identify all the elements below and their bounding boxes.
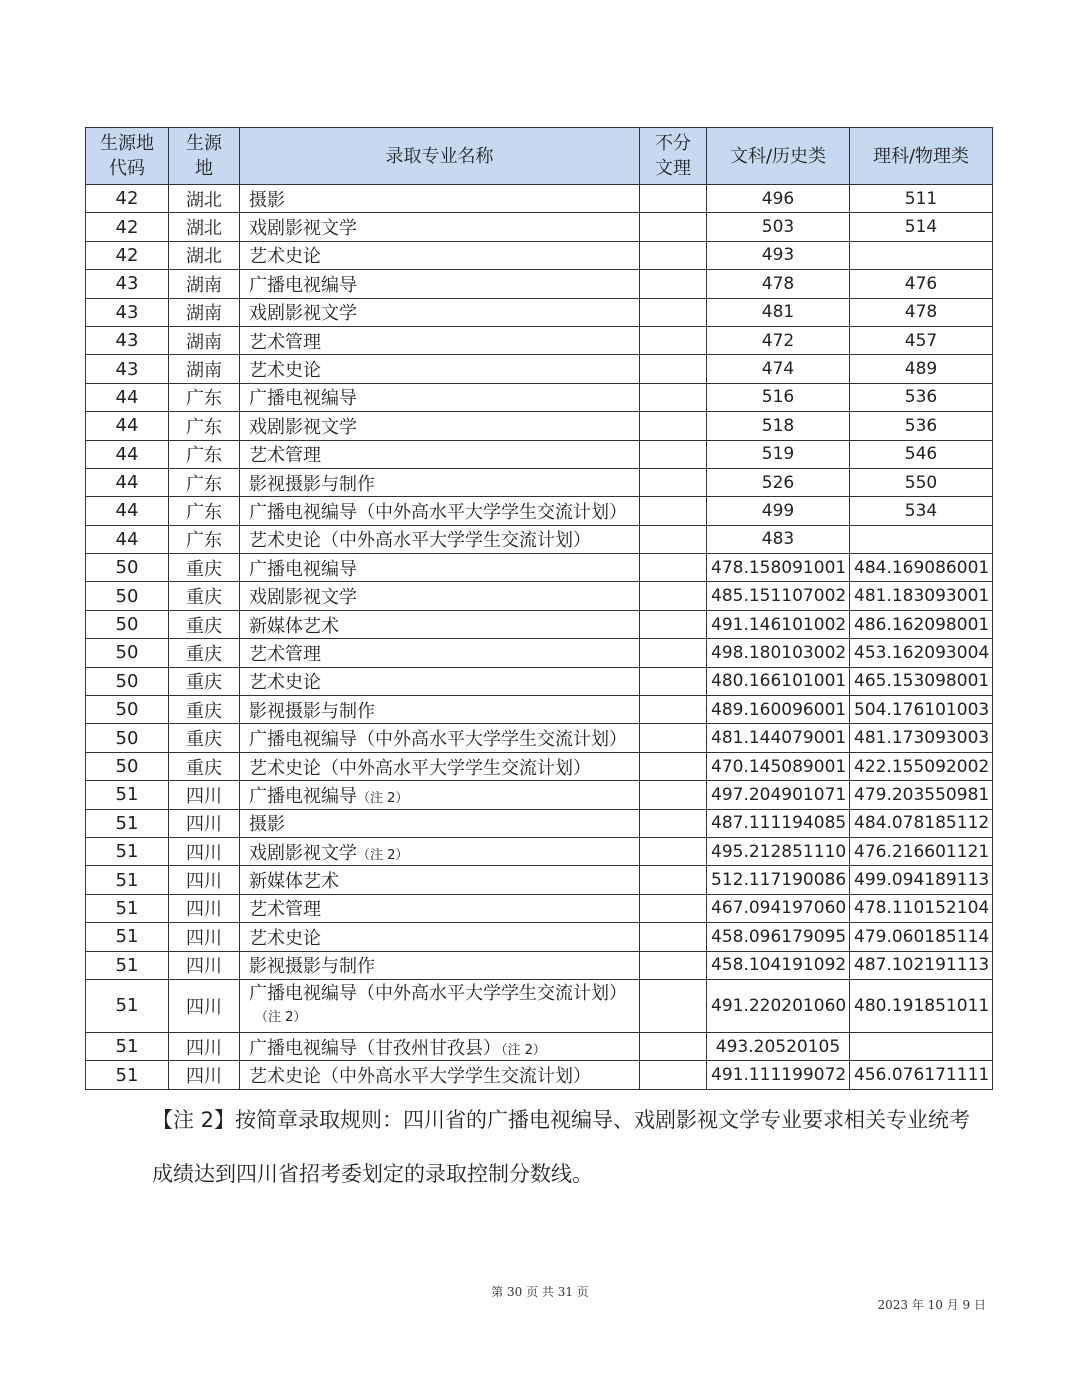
cell-wenke-score: 526 [707,468,850,496]
cell-origin-place: 四川 [169,781,240,809]
major-name-text: 广播电视编导（甘孜州甘孜县） [249,1037,501,1059]
cell-no-split [640,866,707,894]
cell-origin-place: 湖北 [169,241,240,269]
cell-no-split [640,979,707,1032]
cell-like-score: 481.183093001 [850,582,993,610]
cell-no-split [640,809,707,837]
cell-origin-place: 四川 [169,1032,240,1060]
table-row [86,951,993,979]
cell-like-score: 479.203550981 [850,781,993,809]
cell-major-name [240,639,640,667]
cell-no-split [640,241,707,269]
cell-origin-place: 重庆 [169,554,240,582]
cell-origin-code: 50 [86,752,169,780]
major-name-text: 戏剧影视文学 [249,218,357,240]
cell-origin-code: 50 [86,582,169,610]
major-name-text: 艺术史论 [249,360,321,382]
cell-wenke-score: 518 [707,412,850,440]
cell-like-score: 481.173093003 [850,724,993,752]
cell-wenke-score: 519 [707,440,850,468]
major-name-text: 新媒体艺术 [249,615,339,637]
table-row [86,1061,993,1089]
table-row [86,781,993,809]
cell-wenke-score: 481 [707,298,850,326]
note-reference: （注 2） [357,790,409,806]
cell-like-score: 453.162093004 [850,639,993,667]
cell-major-name [240,752,640,780]
cell-origin-code: 51 [86,866,169,894]
cell-origin-code: 44 [86,440,169,468]
cell-wenke-score: 481.144079001 [707,724,850,752]
cell-origin-place: 广东 [169,412,240,440]
table-row [86,525,993,553]
cell-origin-place: 四川 [169,1061,240,1089]
cell-like-score: 484.078185112 [850,809,993,837]
cell-origin-code: 51 [86,923,169,951]
major-name-text: 影视摄影与制作 [249,473,375,495]
cell-major-name [240,696,640,724]
header-no-split: 不分 文理 [640,128,707,185]
cell-origin-code: 44 [86,412,169,440]
table-row [86,582,993,610]
cell-no-split [640,837,707,865]
cell-no-split [640,923,707,951]
major-name-text: 艺术史论 [249,246,321,268]
cell-no-split [640,951,707,979]
major-name-text: 广播电视编导（中外高水平大学学生交流计划） [249,729,627,751]
cell-like-score: 484.169086001 [850,554,993,582]
cell-wenke-score: 493.20520105 [707,1032,850,1060]
cell-origin-code: 42 [86,185,169,213]
cell-like-score: 487.102191113 [850,951,993,979]
cell-major-name [240,1061,640,1089]
cell-major-name [240,185,640,213]
cell-wenke-score: 474 [707,355,850,383]
cell-origin-code: 43 [86,270,169,298]
cell-no-split [640,667,707,695]
footnote-line-1: 【注 2】按简章录取规则：四川省的广播电视编导、戏剧影视文学专业要求相关专业统考 [152,1108,971,1132]
table-row [86,724,993,752]
cell-origin-place: 四川 [169,923,240,951]
cell-no-split [640,894,707,922]
cell-wenke-score: 480.166101001 [707,667,850,695]
table-row [86,497,993,525]
cell-origin-code: 44 [86,497,169,525]
cell-origin-place: 四川 [169,837,240,865]
cell-like-score [850,525,993,553]
cell-like-score: 479.060185114 [850,923,993,951]
page-number: 第 30 页 共 31 页 [491,1285,589,1299]
cell-origin-place: 重庆 [169,639,240,667]
major-name-text: 艺术史论（中外高水平大学学生交流计划） [249,530,591,552]
cell-no-split [640,440,707,468]
major-name-text: 艺术史论（中外高水平大学学生交流计划） [249,1066,591,1088]
cell-like-score: 476 [850,270,993,298]
major-name-text: 艺术史论 [249,927,321,949]
cell-wenke-score: 491.146101002 [707,610,850,638]
cell-wenke-score: 493 [707,241,850,269]
major-name-text: 艺术管理 [249,899,321,921]
header-wenke-history: 文科/历史类 [707,128,850,185]
cell-no-split [640,412,707,440]
cell-like-score: 478 [850,298,993,326]
cell-major-name [240,979,640,1032]
cell-no-split [640,724,707,752]
cell-origin-code: 44 [86,383,169,411]
major-name-text: 新媒体艺术 [249,871,339,893]
cell-major-name [240,667,640,695]
cell-like-score [850,1032,993,1060]
cell-like-score: 457 [850,326,993,354]
table-row [86,185,993,213]
cell-wenke-score: 478 [707,270,850,298]
cell-wenke-score: 503 [707,213,850,241]
cell-major-name [240,270,640,298]
cell-origin-code: 51 [86,837,169,865]
cell-like-score: 422.155092002 [850,752,993,780]
note-reference: （注 2） [255,1009,307,1025]
table-row [86,554,993,582]
cell-origin-place: 四川 [169,866,240,894]
major-name-text: 艺术管理 [249,643,321,665]
cell-origin-code: 51 [86,1061,169,1089]
table-row [86,837,993,865]
cell-origin-code: 50 [86,610,169,638]
header-like-physics: 理科/物理类 [850,128,993,185]
cell-origin-place: 湖南 [169,355,240,383]
table-row [86,923,993,951]
header-origin-code: 生源地 代码 [86,128,169,185]
cell-wenke-score: 472 [707,326,850,354]
major-name-text: 影视摄影与制作 [249,956,375,978]
cell-no-split [640,185,707,213]
cell-wenke-score: 489.160096001 [707,696,850,724]
cell-major-name [240,951,640,979]
cell-wenke-score: 485.151107002 [707,582,850,610]
cell-origin-code: 44 [86,468,169,496]
table-row [86,752,993,780]
cell-major-name [240,383,640,411]
cell-major-name [240,1032,640,1060]
cell-no-split [640,610,707,638]
table-row [86,355,993,383]
cell-like-score: 534 [850,497,993,525]
major-name-text: 广播电视编导 [249,558,357,580]
cell-like-score: 456.076171111 [850,1061,993,1089]
cell-like-score: 476.216601121 [850,837,993,865]
major-name-text: 摄影 [249,189,285,211]
major-name-text: 艺术史论（中外高水平大学学生交流计划） [249,757,591,779]
cell-major-name [240,213,640,241]
cell-major-name [240,809,640,837]
cell-major-name [240,525,640,553]
cell-wenke-score: 467.094197060 [707,894,850,922]
cell-origin-code: 50 [86,639,169,667]
major-name-text: 艺术管理 [249,331,321,353]
cell-origin-place: 四川 [169,894,240,922]
cell-like-score: 480.191851011 [850,979,993,1032]
cell-origin-place: 重庆 [169,724,240,752]
major-name-text: 广播电视编导（中外高水平大学学生交流计划） [249,501,627,523]
cell-wenke-score: 458.096179095 [707,923,850,951]
table-row [86,298,993,326]
cell-wenke-score: 497.204901071 [707,781,850,809]
cell-origin-place: 四川 [169,951,240,979]
cell-major-name [240,355,640,383]
header-major-name: 录取专业名称 [240,128,640,185]
table-row [86,241,993,269]
cell-major-name [240,326,640,354]
cell-major-name [240,582,640,610]
major-name-text: 广播电视编导 [249,274,357,296]
cell-major-name [240,440,640,468]
cell-no-split [640,639,707,667]
footnote-line-2: 成绩达到四川省招考委划定的录取控制分数线。 [152,1162,593,1186]
cell-major-name [240,497,640,525]
major-name-text: 戏剧影视文学 [249,842,357,864]
cell-major-name [240,837,640,865]
cell-wenke-score: 491.220201060 [707,979,850,1032]
cell-like-score: 536 [850,383,993,411]
cell-origin-place: 湖南 [169,326,240,354]
cell-origin-code: 51 [86,951,169,979]
cell-like-score: 514 [850,213,993,241]
document-date: 2023 年 10 月 9 日 [877,1298,986,1312]
admission-scores-table [85,127,993,1090]
table-row [86,468,993,496]
cell-no-split [640,752,707,780]
cell-major-name [240,554,640,582]
cell-origin-code: 44 [86,525,169,553]
cell-major-name [240,866,640,894]
cell-origin-code: 43 [86,355,169,383]
cell-major-name [240,923,640,951]
cell-like-score: 536 [850,412,993,440]
cell-no-split [640,383,707,411]
cell-no-split [640,1032,707,1060]
cell-no-split [640,582,707,610]
cell-origin-code: 51 [86,781,169,809]
cell-origin-code: 43 [86,326,169,354]
cell-no-split [640,326,707,354]
cell-no-split [640,270,707,298]
cell-like-score [850,241,993,269]
major-name-text: 戏剧影视文学 [249,416,357,438]
cell-major-name [240,241,640,269]
cell-wenke-score: 458.104191092 [707,951,850,979]
cell-like-score: 499.094189113 [850,866,993,894]
table-row [86,326,993,354]
cell-origin-code: 51 [86,894,169,922]
major-name-text: 戏剧影视文学 [249,303,357,325]
cell-origin-code: 50 [86,667,169,695]
table-row [86,979,993,1032]
cell-major-name [240,412,640,440]
cell-wenke-score: 516 [707,383,850,411]
cell-origin-code: 51 [86,809,169,837]
cell-origin-code: 50 [86,724,169,752]
table-row [86,440,993,468]
cell-major-name [240,781,640,809]
cell-origin-place: 重庆 [169,752,240,780]
cell-origin-place: 广东 [169,525,240,553]
cell-origin-place: 湖南 [169,298,240,326]
cell-major-name [240,724,640,752]
cell-like-score: 511 [850,185,993,213]
major-name-text: 戏剧影视文学 [249,587,357,609]
major-name-text: 广播电视编导 [249,785,357,807]
cell-origin-place: 重庆 [169,667,240,695]
cell-origin-place: 湖南 [169,270,240,298]
cell-major-name [240,894,640,922]
table-row [86,610,993,638]
cell-no-split [640,696,707,724]
cell-origin-place: 湖北 [169,213,240,241]
table-row [86,412,993,440]
cell-no-split [640,525,707,553]
major-name-text: 艺术史论 [249,672,321,694]
cell-like-score: 465.153098001 [850,667,993,695]
cell-origin-place: 重庆 [169,582,240,610]
cell-no-split [640,781,707,809]
cell-wenke-score: 498.180103002 [707,639,850,667]
table-row [86,894,993,922]
cell-origin-place: 四川 [169,809,240,837]
cell-origin-place: 广东 [169,497,240,525]
table-row [86,383,993,411]
major-name-text: 广播电视编导 [249,388,357,410]
header-origin-place: 生源 地 [169,128,240,185]
cell-major-name [240,610,640,638]
cell-major-name [240,298,640,326]
cell-no-split [640,213,707,241]
cell-origin-place: 湖北 [169,185,240,213]
cell-origin-place: 重庆 [169,610,240,638]
cell-wenke-score: 487.111194085 [707,809,850,837]
cell-origin-code: 42 [86,213,169,241]
table-header-row [86,128,993,185]
cell-no-split [640,1061,707,1089]
major-name-text: 广播电视编导（中外高水平大学学生交流计划） [249,982,627,1004]
cell-wenke-score: 470.145089001 [707,752,850,780]
cell-wenke-score: 499 [707,497,850,525]
cell-origin-place: 广东 [169,383,240,411]
cell-origin-place: 重庆 [169,696,240,724]
cell-wenke-score: 483 [707,525,850,553]
table-row [86,696,993,724]
cell-like-score: 486.162098001 [850,610,993,638]
note-reference: （注 2） [501,1042,546,1058]
major-name-text: 摄影 [249,814,285,836]
cell-wenke-score: 491.111199072 [707,1061,850,1089]
note-reference: （注 2） [357,847,409,863]
cell-origin-code: 42 [86,241,169,269]
cell-wenke-score: 478.158091001 [707,554,850,582]
cell-origin-code: 50 [86,554,169,582]
cell-wenke-score: 512.117190086 [707,866,850,894]
cell-no-split [640,355,707,383]
cell-no-split [640,554,707,582]
cell-origin-code: 43 [86,298,169,326]
cell-origin-code: 51 [86,1032,169,1060]
cell-origin-code: 50 [86,696,169,724]
major-name-text: 艺术管理 [249,445,321,467]
table-row [86,270,993,298]
cell-like-score: 478.110152104 [850,894,993,922]
cell-like-score: 550 [850,468,993,496]
cell-like-score: 546 [850,440,993,468]
cell-origin-code: 51 [86,979,169,1032]
cell-wenke-score: 495.212851110 [707,837,850,865]
table-row [86,639,993,667]
cell-no-split [640,468,707,496]
table-row [86,213,993,241]
cell-no-split [640,497,707,525]
cell-major-name [240,468,640,496]
table-row [86,667,993,695]
cell-origin-place: 广东 [169,468,240,496]
cell-wenke-score: 496 [707,185,850,213]
cell-origin-place: 广东 [169,440,240,468]
table-row [86,1032,993,1060]
major-name-text: 影视摄影与制作 [249,700,375,722]
cell-no-split [640,298,707,326]
table-row [86,809,993,837]
table-row [86,866,993,894]
cell-like-score: 504.176101003 [850,696,993,724]
cell-like-score: 489 [850,355,993,383]
cell-origin-place: 四川 [169,979,240,1032]
